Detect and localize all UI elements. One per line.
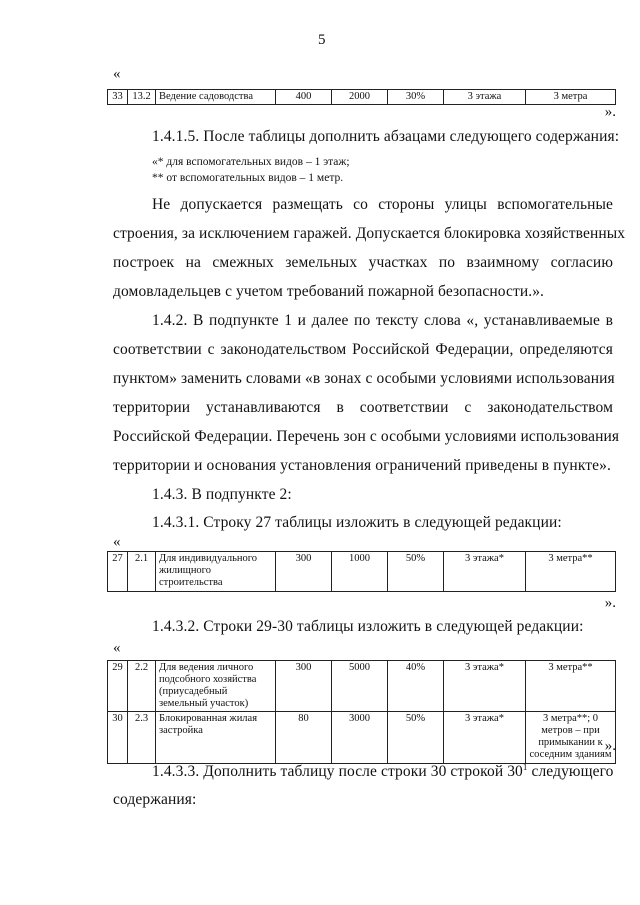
cell-max-area: 5000 [332,661,388,712]
para-garages-line-1: Не допускается размещать со стороны улицы вспомогательные [152,196,613,213]
cell-min-area: 400 [276,90,332,105]
cell-coverage: 50% [388,552,444,592]
cell-floors: 3 этажа [444,90,526,105]
para-142-line-3: пунктом» заменить словами «в зонах с особыми условиями использования [113,370,615,387]
close-quote: ». [604,595,616,611]
para-142-line-6: территории и основания установления ограничений приведены в пункте». [113,457,611,474]
cell-code: 13.2 [128,90,156,105]
para-142-line-4: территории устанавливаются в соответствии с законодательством [113,399,613,416]
note-floors: «* для вспомогательных видов – 1 этаж; [152,156,350,168]
cell-min-area: 300 [276,552,332,592]
cell-use-type: Блокированная жилая застройка [156,712,276,763]
para-1433-superscript: 1 [522,762,528,772]
table-row [108,661,616,712]
table-row [108,90,616,105]
table-row-33 [107,89,616,105]
para-garages-line-4: домовладельцев с учетом требований пожарной безопасности.». [113,283,545,300]
para-142-line-5: Российской Федерации. Перечень зон с особыми условиями использования [113,428,620,445]
table-row [108,552,616,592]
note-distance: ** от вспомогательных видов – 1 метр. [152,172,344,184]
cell-code: 2.2 [128,661,156,712]
cell-max-area: 1000 [332,552,388,592]
open-quote: « [113,640,121,656]
close-quote: ». [604,104,616,120]
para-1431: 1.4.3.1. Строку 27 таблицы изложить в следующей редакции: [152,514,562,531]
cell-coverage: 30% [388,90,444,105]
cell-setback: 3 метра**; 0 метров – при примыкании к соседним зданиям [526,712,616,763]
cell-setback: 3 метра** [526,661,616,712]
cell-number: 33 [108,90,128,105]
para-1433-text-end: следующего [527,763,614,781]
page-number: 5 [318,32,326,48]
cell-floors: 3 этажа* [444,661,526,712]
open-quote: « [113,534,121,550]
cell-number: 29 [108,661,128,712]
cell-use-type: Для ведения личного подсобного хозяйства (приусадебный земельный участок) [156,661,276,712]
para-garages-line-3: построек на смежных земельных участках по взаимному согласию [113,254,613,271]
cell-use-type: Ведение садоводства [156,90,276,105]
close-quote: ». [604,738,616,754]
para-142-line-1: 1.4.2. В подпункте 1 и далее по тексту слова «, устанавливаемые в [152,312,613,329]
para-1415: 1.4.1.5. После таблицы дополнить абзацами следующего содержания: [152,128,620,145]
para-1433-line-1 [152,762,613,781]
cell-floors: 3 этажа* [444,712,526,763]
cell-number: 30 [108,712,128,763]
cell-code: 2.1 [128,552,156,592]
para-1432: 1.4.3.2. Строки 29-30 таблицы изложить в следующей редакции: [152,618,584,635]
cell-max-area: 3000 [332,712,388,763]
cell-floors: 3 этажа* [444,552,526,592]
table-row-27 [107,551,616,592]
open-quote: « [113,66,121,82]
para-1433-text: 1.4.3.3. Дополнить таблицу после строки 30 строкой 30 [152,763,523,781]
para-1433-line-2: содержания: [113,791,197,808]
cell-min-area: 300 [276,661,332,712]
cell-max-area: 2000 [332,90,388,105]
cell-coverage: 40% [388,661,444,712]
para-142-line-2: соответствии с законодательством Российской Федерации, определяются [113,341,613,358]
cell-coverage: 50% [388,712,444,763]
cell-setback: 3 метра** [526,552,616,592]
table-row [108,712,616,763]
para-143: 1.4.3. В подпункте 2: [152,486,292,503]
para-garages-line-2: строения, за исключением гаражей. Допускается блокировка хозяйственных [113,225,626,242]
cell-code: 2.3 [128,712,156,763]
cell-number: 27 [108,552,128,592]
cell-min-area: 80 [276,712,332,763]
cell-setback: 3 метра [526,90,616,105]
table-rows-29-30 [107,660,616,764]
cell-use-type: Для индивидуального жилищного строительства [156,552,276,592]
